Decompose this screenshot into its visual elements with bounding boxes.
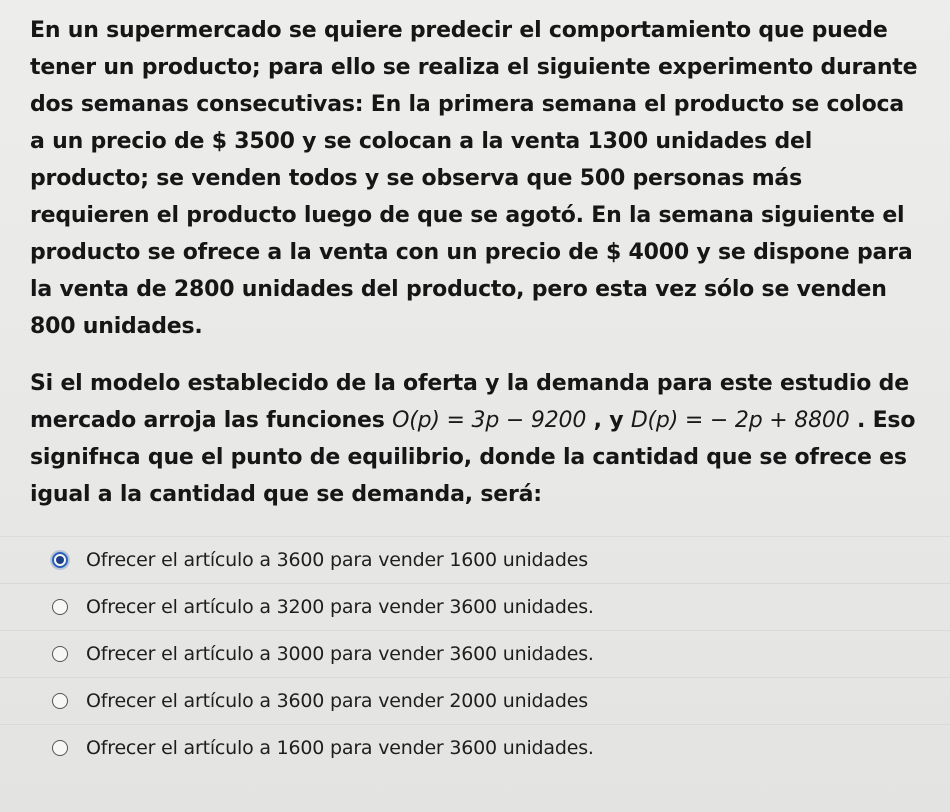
radio-icon[interactable] xyxy=(52,693,68,709)
answer-option-1[interactable] xyxy=(0,536,950,583)
prompt-text-start: Si el modelo establecido de la oferta y la demanda para este estudio de mercado arroja las funciones xyxy=(30,371,909,433)
prompt-text-end: . Eso signifнca que el punto de equilibrio, donde la cantidad que se ofrece es igual a la cantidad que se demanda, será: xyxy=(30,408,916,507)
radio-icon[interactable] xyxy=(52,646,68,662)
answer-option-label: Ofrecer el artículo a 3600 para vender 1600 unidades xyxy=(86,549,588,571)
question-prompt xyxy=(30,365,920,513)
radio-selected-icon[interactable] xyxy=(52,552,68,568)
question-context: En un supermercado se quiere predecir el comportamiento que puede tener un producto; para ello se realiza el siguiente experimento durante dos semanas consecutivas: En la primera semana el producto se coloca a un precio de $ 3500 y se colocan a la venta 1300 unidades del producto; se venden todos y se observa que 500 personas más requieren el producto luego de que se agotó. En la semana siguiente el producto se ofrece a la venta con un precio de $ 4000 y se dispone para la venta de 2800 unidades del producto, pero esta vez sólo se venden 800 unidades. xyxy=(30,18,918,339)
answer-option-4[interactable] xyxy=(0,677,950,724)
answer-option-label: Ofrecer el artículo a 3000 para vender 3600 unidades. xyxy=(86,643,594,665)
answer-option-3[interactable] xyxy=(0,630,950,677)
answer-option-label: Ofrecer el artículo a 3600 para vender 2000 unidades xyxy=(86,690,588,712)
supply-function: O(p) = 3p − 9200 xyxy=(392,408,587,433)
prompt-separator: , y xyxy=(586,408,631,433)
answer-option-label: Ofrecer el artículo a 1600 para vender 3600 unidades. xyxy=(86,737,594,759)
answer-options xyxy=(0,536,950,771)
demand-function: D(p) = − 2p + 8800 xyxy=(630,408,850,433)
answer-option-5[interactable] xyxy=(0,724,950,771)
answer-option-2[interactable] xyxy=(0,583,950,630)
radio-dot-icon xyxy=(56,556,64,564)
radio-icon[interactable] xyxy=(52,740,68,756)
answer-option-label: Ofrecer el artículo a 3200 para vender 3600 unidades. xyxy=(86,596,594,618)
radio-icon[interactable] xyxy=(52,599,68,615)
